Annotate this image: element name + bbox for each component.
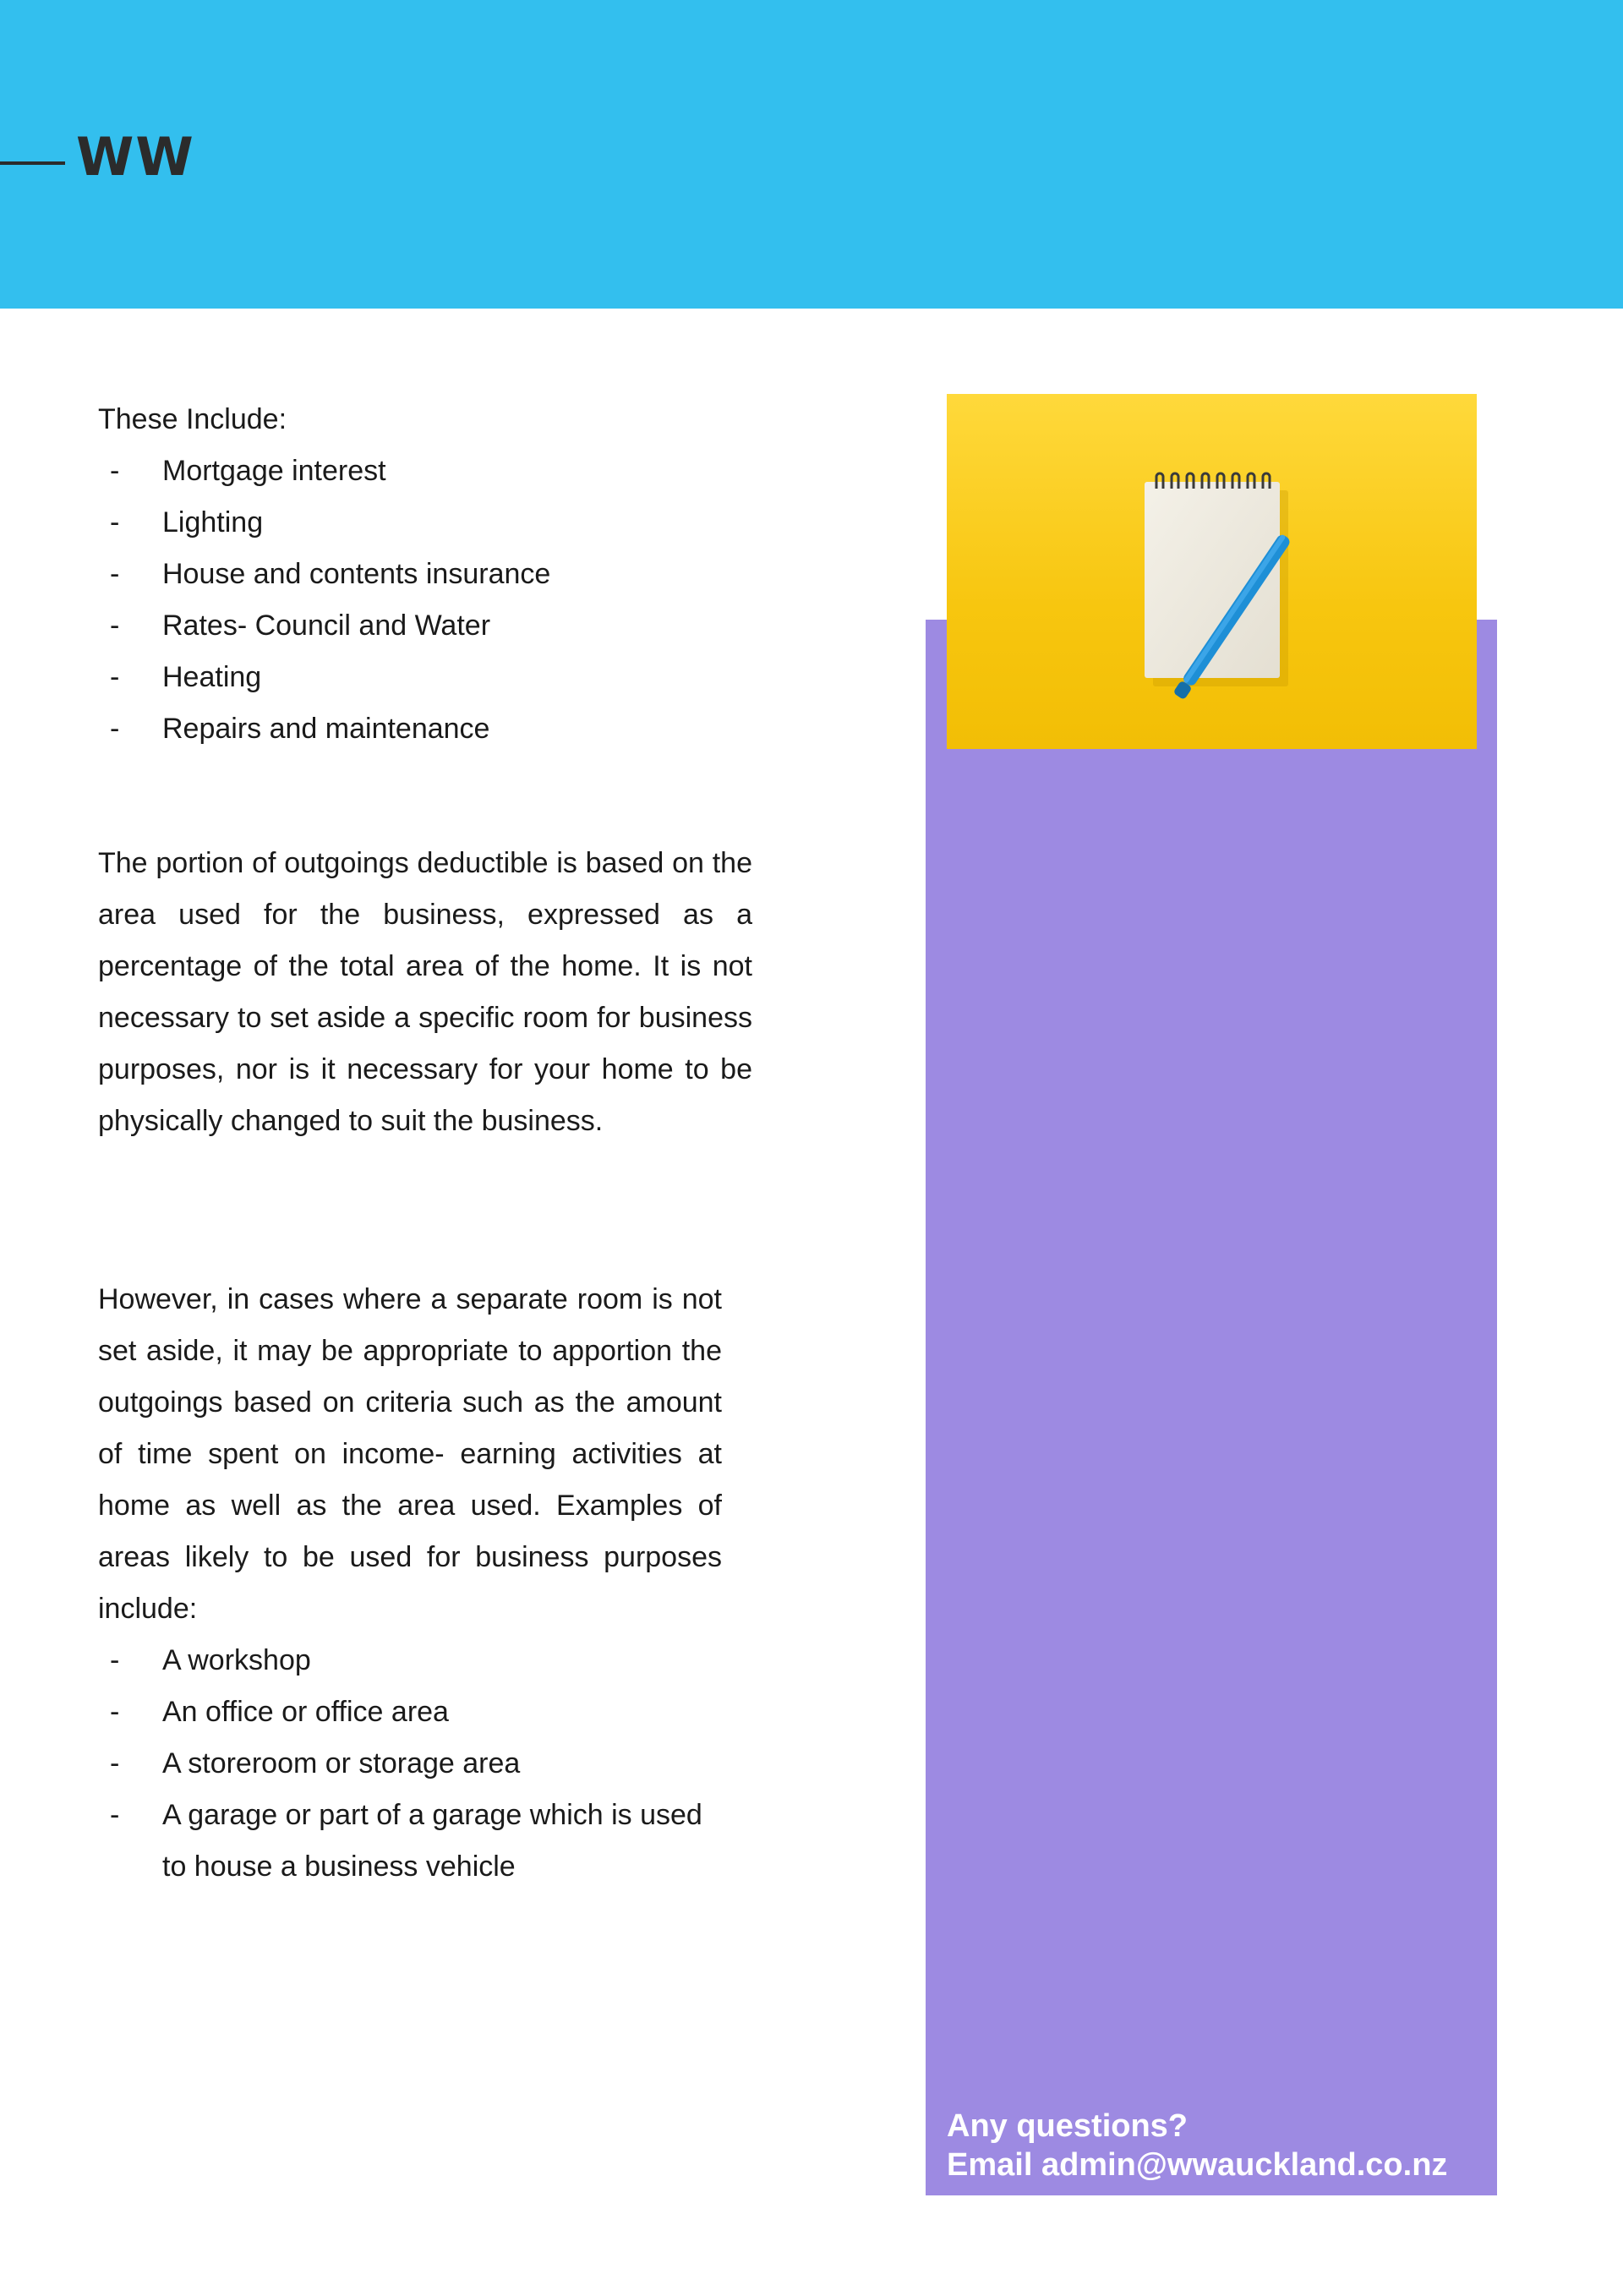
list-item — [98, 1738, 722, 1790]
list-item — [98, 1790, 722, 1893]
list-item-text: House and contents insurance — [162, 558, 551, 590]
list-item — [98, 1635, 722, 1686]
list-item-text: A workshop — [162, 1644, 311, 1676]
contact-email[interactable]: Email admin@wwauckland.co.nz — [947, 2147, 1448, 2183]
list-item — [98, 549, 757, 600]
dash-bullet: - — [110, 506, 120, 538]
list-item-text: Repairs and maintenance — [162, 713, 490, 745]
apportion-paragraph — [98, 1274, 722, 1893]
dash-bullet: - — [110, 1747, 120, 1779]
contact-box — [947, 2107, 1488, 2184]
portion-paragraph-text: The portion of outgoings deductible is based on the area used for the business, expressed as a percentage of the total area of the home. It is not necessary to set aside a specific room for business purposes, nor is it necessary for your home to be physically changed to suit the business. — [98, 847, 752, 1137]
list-item — [98, 600, 757, 652]
logo: WW — [76, 126, 195, 188]
sidebar-panel — [926, 620, 1497, 2195]
list-item-text: Rates- Council and Water — [162, 610, 491, 642]
expenses-list — [98, 446, 757, 755]
notepad-illustration — [947, 394, 1477, 749]
expenses-intro — [98, 394, 757, 755]
portion-paragraph — [98, 838, 752, 1147]
list-item-text: Heating — [162, 661, 262, 693]
list-item-text: Lighting — [162, 506, 264, 538]
list-item — [98, 497, 757, 549]
dash-bullet: - — [110, 1644, 120, 1676]
list-item — [98, 1686, 722, 1738]
list-item-text: An office or office area — [162, 1696, 449, 1728]
dash-bullet: - — [110, 1696, 120, 1728]
intro-heading: These Include: — [98, 403, 287, 435]
dash-bullet: - — [110, 661, 120, 693]
list-item-text: A garage or part of a garage which is used to house a business vehicle — [162, 1799, 702, 1883]
notepad-photo — [947, 394, 1477, 749]
list-item — [98, 652, 757, 703]
dash-bullet: - — [110, 713, 120, 745]
logo-dash — [0, 161, 65, 165]
dash-bullet: - — [110, 558, 120, 590]
apportion-paragraph-text: However, in cases where a separate room is not set aside, it may be appropriate to apportion the outgoings based on criteria such as the amount of time spent on income- earning activities at home as well as the area used. Examples of areas likely to be used for business purposes include: — [98, 1283, 722, 1625]
header-band — [0, 0, 1623, 309]
list-item — [98, 703, 757, 755]
business-areas-list — [98, 1635, 722, 1893]
list-item-text: A storeroom or storage area — [162, 1747, 521, 1779]
dash-bullet: - — [110, 610, 120, 642]
list-item — [98, 446, 757, 497]
dash-bullet: - — [110, 1799, 120, 1831]
list-item-text: Mortgage interest — [162, 455, 386, 487]
dash-bullet: - — [110, 455, 120, 487]
contact-question: Any questions? — [947, 2108, 1189, 2144]
